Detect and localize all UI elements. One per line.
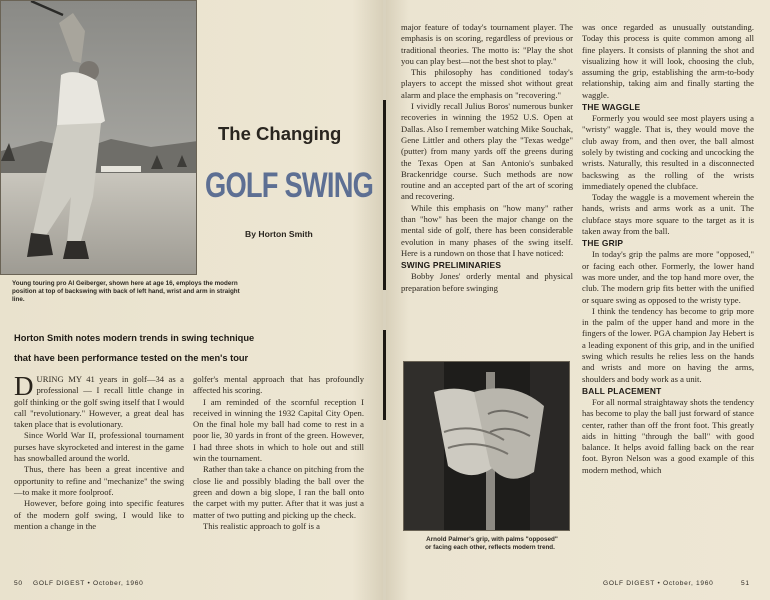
golfer-backswing-image	[1, 1, 197, 275]
hands-grip-image	[404, 362, 570, 531]
col2-paragraph: This realistic approach to golf is a	[203, 520, 320, 531]
col3-paragraph: major feature of today's tournament player. The emphasis is on scoring, regardless of previous or traditional theories. The motto is: "Play the shot you can play best—not the best shot to play."	[401, 22, 573, 66]
byline: By Horton Smith	[245, 229, 313, 239]
deck-line-1: Horton Smith notes modern trends in swing technique	[14, 333, 255, 343]
col4-paragraph: For all normal straightaway shots the tendency has become to play the ball just forward of stance center, rather than off the front foot. This greatly aids in hitting "through the ball" with good balance. It helps avoid falling back on the rear foot. Byron Nelson was a good example of this modern method, which	[582, 396, 754, 475]
col4-paragraph: was once regarded as unusually outstanding. Today this process is quite common among all fine players. It consists of planning the shot and visualizing how it will look, choosing the club, assuming the grip, establishing the arm-to-body relationship, taking aim and finally starting the waggle.	[582, 22, 754, 100]
footer-magazine-left: GOLF DIGEST • October, 1960	[33, 580, 144, 587]
column-2	[193, 374, 364, 532]
subhead-swing-preliminaries: SWING PRELIMINARIES	[401, 260, 502, 271]
drop-cap: D	[14, 371, 34, 401]
col3-paragraph: I vividly recall Julius Boros' numerous bunker recoveries in winning the 1952 U.S. Open at Dallas. Also I remember watching Mike Souchak, Gene Littler and others play the "Texas wedge" (putter) from many yards off the greens during the Texas Open at San Antonio's sunbaked Brackenridge course. Such methods are now routine and an accepted part of the art of scoring and recovering.	[401, 101, 573, 202]
subhead-the-grip: THE GRIP	[582, 238, 624, 249]
footer-page-number-right: 51	[741, 580, 750, 587]
right-page	[386, 0, 770, 600]
footer-magazine-right: GOLF DIGEST • October, 1960	[603, 580, 714, 587]
col2-paragraph: golfer's mental approach that has profoundly affected his scoring.	[193, 374, 364, 396]
column-3	[401, 22, 573, 294]
subhead-ball-placement: BALL PLACEMENT	[582, 385, 662, 396]
col3-paragraph: This philosophy has conditioned today's players to accept the missed shot without great alarm and place the emphasis on "recovering."	[401, 67, 573, 100]
geiberger-photo	[0, 0, 197, 275]
col1-paragraph: Thus, there has been a great incentive and opportunity to refine and "mechanize" the swing—to make it more foolproof.	[14, 464, 184, 497]
article-title-large: GOLF SWING	[205, 166, 374, 205]
deck-line-2: that have been performance tested on the men's tour	[14, 353, 249, 363]
col3-paragraph: While this emphasis on "how many" rather than "how" has been the major change on the mental side of golf, there has been considerable evolution in many phases of the swing itself. Here is a rundown on those that I have noticed:	[401, 202, 573, 258]
col1-paragraph: However, before going into specific features of the modern golf swing, I would like to mention a change in the	[14, 498, 184, 531]
footer-page-number-left: 50	[14, 580, 23, 587]
col3-paragraph: Bobby Jones' orderly mental and physical preparation before swinging	[401, 271, 573, 293]
col4-paragraph: Today the waggle is a movement wherein the hands, wrists and arms work as a unit. The clubface stays more square to the target as it is taken away from the ball.	[582, 192, 754, 237]
col4-paragraph: I think the tendency has become to grip more in the palm of the upper hand and more in the fingers of the lower. PGA champion Jay Hebert is a leading exponent of this grip, and in the unified swing which results he relies less on the hands and wrists and more on having the arms, shoulders and body work as a unit.	[582, 305, 754, 384]
col2-paragraph: I am reminded of the scornful reception I received in winning the 1932 Capital City Open. On the final hole my ball had come to rest in a poor lie, 30 yards in front of the green. However, I had three shots in which to hole out and still win the tournament.	[193, 396, 364, 464]
photo2-caption-line-2: or facing each other, reflects modern trend.	[425, 544, 555, 551]
column-1	[14, 371, 184, 532]
col4-paragraph: In today's grip the palms are more "opposed," or facing each other. Formerly, the lower hand was more under, and the top hand more over, the club. The modern grip fits better with the unified or square swing as opposed to the wristy type.	[582, 249, 754, 305]
article-title-small: The Changing	[218, 123, 342, 144]
photo1-caption: Young touring pro Al Geiberger, shown here at age 16, employs the modern position at top of backswing with back of left hand, wrist and arm in straight line.	[12, 280, 240, 304]
col1-paragraph: Since World War II, professional tournament purses have skyrocketed and interest in the game has snowballed around the world.	[14, 430, 184, 464]
col4-paragraph: Formerly you would see most players using a "wristy" waggle. That is, they would move the club away from, and then over, the ball almost solely by twisting and cocking and uncocking the wrists. Naturally, this resulted in a disconnected backswing as the rolling of the wrists immediately opened the clubface.	[582, 113, 754, 191]
column-4	[582, 22, 754, 476]
col1-lead: URING MY 41 years in golf—34 as a professional — I recall little change in golf thinking or the golf swing itself that I would call "revolutionary." However, a great deal has taken place that is evolutionary.	[14, 374, 184, 430]
left-page	[0, 0, 383, 600]
palmer-grip-photo	[403, 361, 570, 531]
subhead-the-waggle: THE WAGGLE	[582, 102, 641, 113]
photo2-caption-line-1: Arnold Palmer's grip, with palms "opposed"	[426, 536, 558, 543]
col2-paragraph: Rather than take a chance on pitching from the close lie and possibly blading the ball over the green and down a big slope, I ran the ball onto the carpet with my putter. After that it was just a matter of two putting and picking up the check.	[193, 464, 364, 520]
